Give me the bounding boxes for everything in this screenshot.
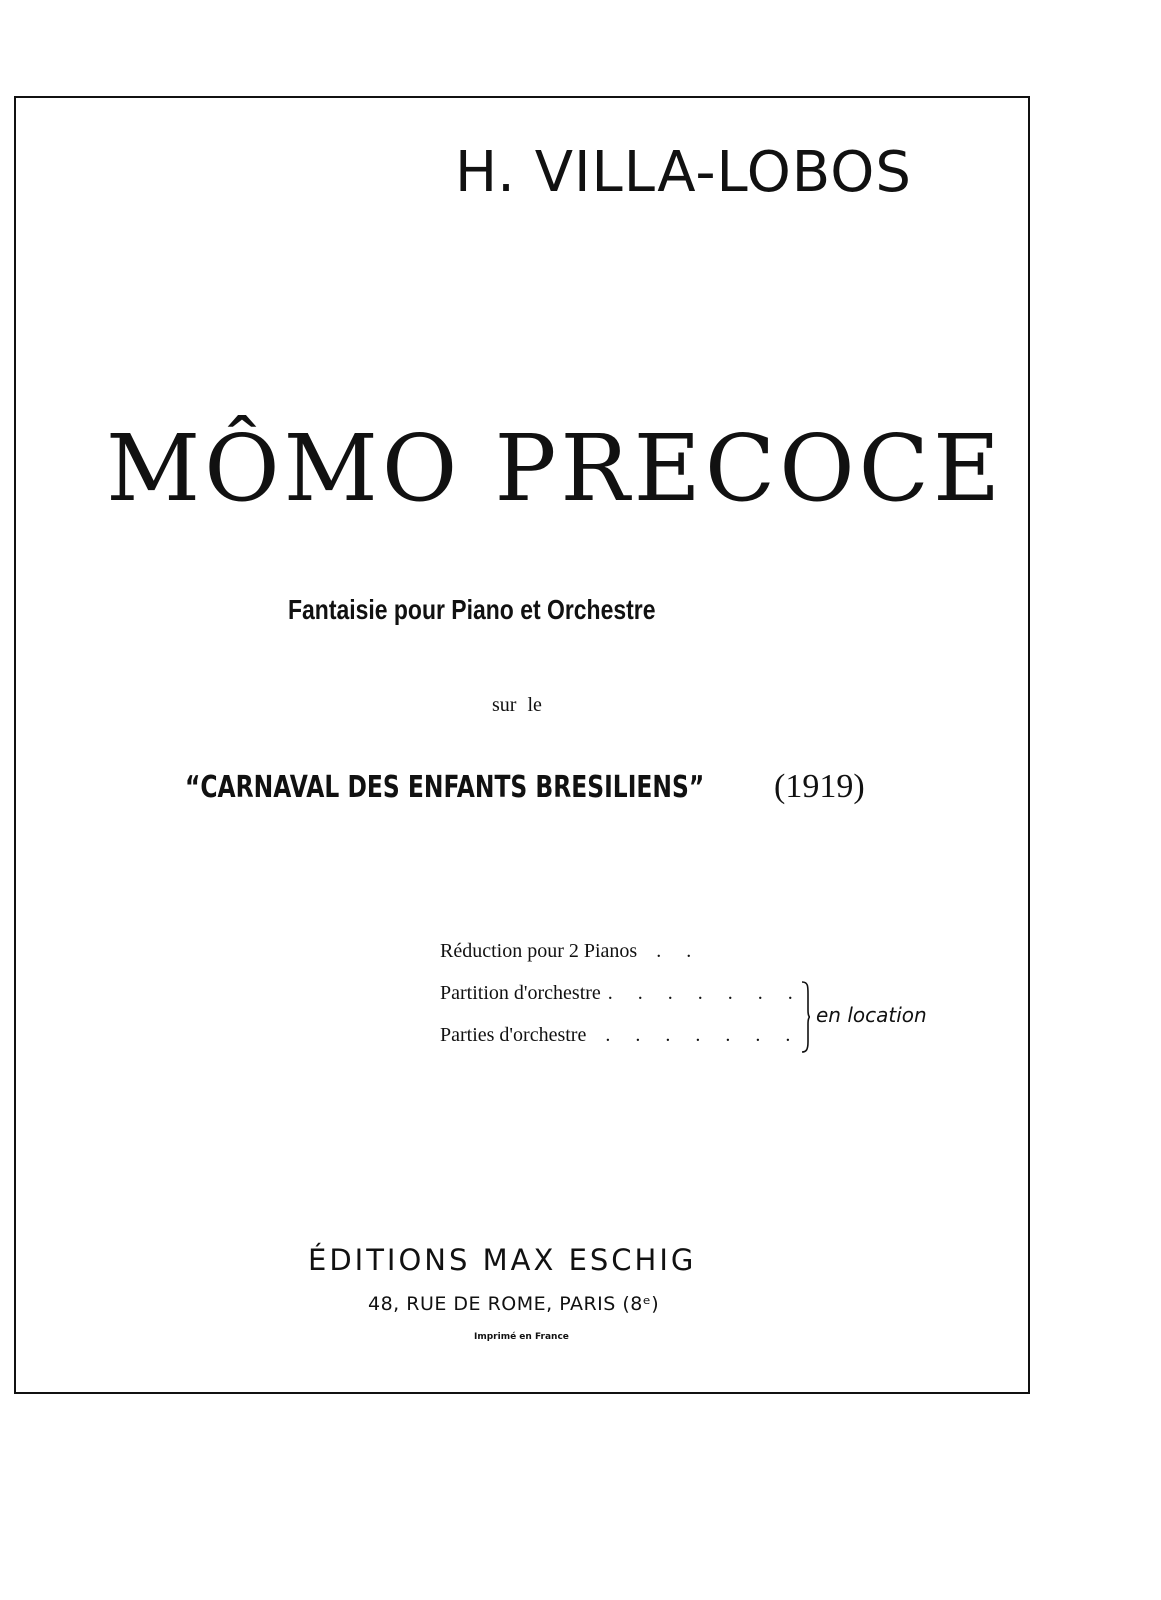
edition-leader-dots: . . (656, 940, 702, 962)
edition-label: Partition d'orchestre (440, 982, 601, 1004)
printed-in: Imprimé en France (474, 1332, 569, 1342)
rental-note: en location (816, 1003, 927, 1027)
source-work-title: “CARNAVAL DES ENFANTS BRESILIENS” (185, 770, 705, 805)
edition-label: Parties d'orchestre (440, 1024, 587, 1046)
composer-name: H. VILLA-LOBOS (455, 140, 912, 205)
publisher-name: ÉDITIONS MAX ESCHIG (308, 1243, 697, 1277)
edition-item (440, 940, 701, 963)
edition-item (440, 1024, 800, 1047)
work-subtitle: Fantaisie pour Piano et Orchestre (288, 594, 656, 625)
source-work-year: (1919) (774, 768, 865, 805)
connector-text: sur le (492, 694, 542, 716)
publisher-address: 48, RUE DE ROME, PARIS (8ᵉ) (368, 1293, 660, 1315)
edition-item (440, 982, 803, 1005)
edition-leader-dots: . . . . . . . (607, 982, 803, 1004)
page-border (14, 96, 1030, 1394)
edition-leader-dots: . . . . . . . (605, 1024, 801, 1046)
edition-label: Réduction pour 2 Pianos (440, 940, 638, 962)
grouping-brace (800, 980, 810, 1054)
work-title: MÔMO PRECOCE (106, 415, 1005, 522)
